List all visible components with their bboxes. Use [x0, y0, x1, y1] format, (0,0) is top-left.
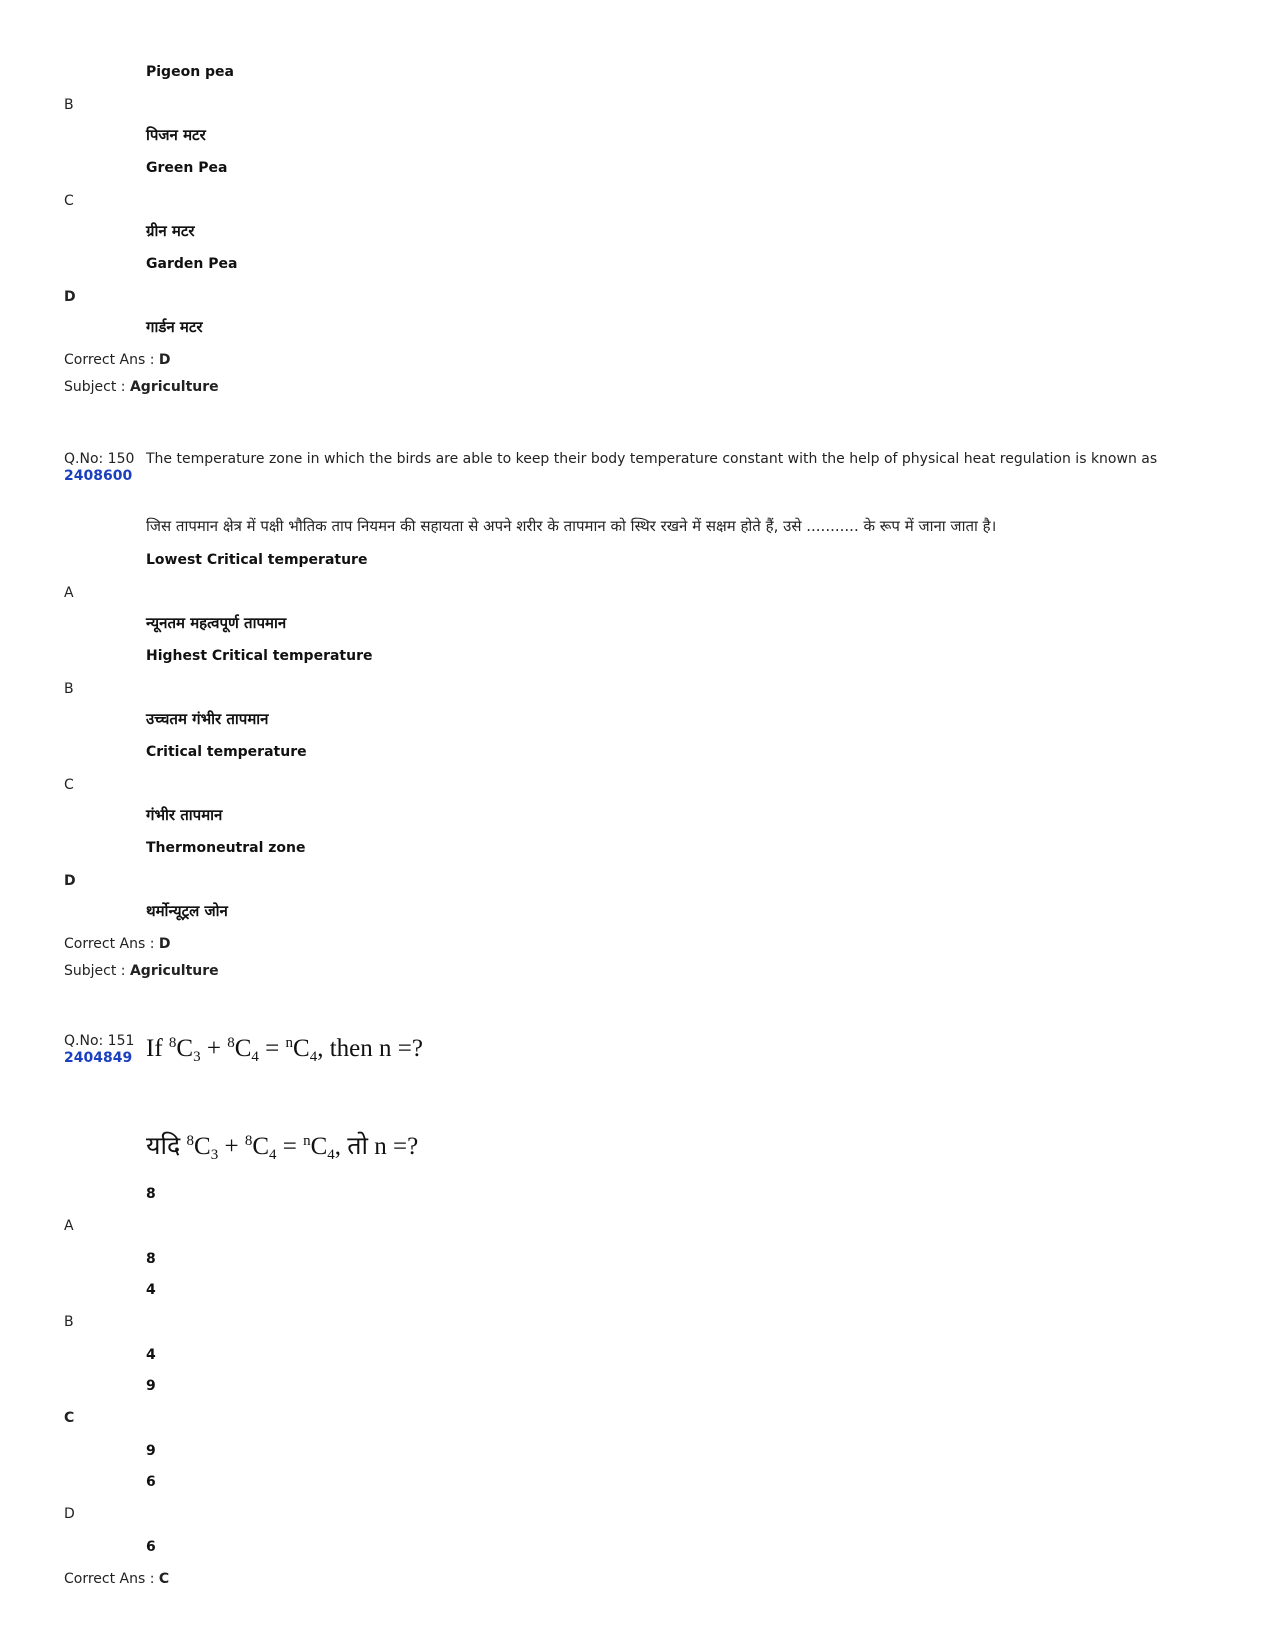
formula-sup: n — [285, 1035, 293, 1051]
formula-plus: + — [218, 1133, 245, 1160]
correct-answer-label: Correct Ans : — [64, 1571, 155, 1587]
formula-sub: 3 — [193, 1049, 201, 1065]
option-d-hindi: थर्मोन्यूट्रल जोन — [146, 902, 228, 920]
correct-answer-line — [64, 937, 171, 951]
option-letter-b: B — [64, 97, 74, 113]
formula-sub: 4 — [269, 1147, 277, 1163]
formula-sup: n — [303, 1133, 311, 1149]
option-b-hindi: पिजन मटर — [146, 126, 206, 144]
formula-sub: 4 — [327, 1147, 335, 1163]
option-d-english: 6 — [146, 1474, 156, 1490]
formula-base: C — [310, 1133, 328, 1160]
formula-base: C — [194, 1133, 211, 1160]
option-letter-b: B — [64, 1314, 74, 1330]
option-a-english: 8 — [146, 1186, 156, 1202]
option-letter-c: C — [64, 777, 74, 793]
option-letter-a: A — [64, 585, 74, 601]
option-d-hindi: 6 — [146, 1539, 156, 1555]
correct-answer-value: C — [158, 1571, 170, 1587]
subject-value: Agriculture — [129, 963, 219, 979]
option-b-english: Green Pea — [146, 160, 228, 176]
subject-line — [64, 380, 219, 394]
formula-equals: = — [258, 1035, 286, 1062]
correct-answer-value: D — [158, 352, 171, 368]
formula-hindi-word: तो — [347, 1133, 369, 1160]
option-c-hindi: 9 — [146, 1443, 156, 1459]
option-c-english: Pigeon pea — [146, 64, 234, 80]
correct-answer-label: Correct Ans : — [64, 936, 155, 952]
option-letter-d: D — [64, 289, 76, 305]
option-c-english: Garden Pea — [146, 256, 238, 272]
option-letter-d: D — [64, 873, 76, 889]
question-id: 2404849 — [64, 1050, 133, 1066]
question-number: Q.No: 151 — [64, 1033, 135, 1049]
option-letter-d: D — [64, 1506, 75, 1522]
formula-suffix: , then n =? — [317, 1035, 423, 1062]
formula-sub: 3 — [210, 1147, 219, 1163]
correct-answer-line — [64, 1572, 169, 1586]
question-text-hindi: जिस तापमान क्षेत्र में पक्षी भौतिक ताप नियमन की सहायता से अपने शरीर के तापमान को स्थिर रखने में सक्षम होते हैं, उसे ........... के रूप में जाना जाता है। — [146, 517, 997, 535]
option-letter-b: B — [64, 681, 74, 697]
formula-sup: 8 — [227, 1035, 235, 1051]
option-b-english: 4 — [146, 1282, 156, 1298]
question-number: Q.No: 150 — [64, 451, 135, 467]
formula-sup: 8 — [168, 1035, 177, 1051]
formula-base: C — [252, 1133, 269, 1160]
formula-equals: = — [276, 1133, 304, 1160]
option-c-hindi: गंभीर तापमान — [146, 806, 223, 824]
option-b-hindi: उच्चतम गंभीर तापमान — [146, 710, 269, 728]
option-b-english: Highest Critical temperature — [146, 648, 373, 664]
formula-sup: 8 — [186, 1133, 195, 1149]
option-a-hindi: न्यूनतम महत्वपूर्ण तापमान — [146, 614, 287, 632]
option-a-hindi: 8 — [146, 1251, 156, 1267]
correct-answer-value: D — [158, 936, 171, 952]
formula-plus: + — [200, 1035, 228, 1062]
option-a-english: Lowest Critical temperature — [146, 552, 368, 568]
formula-sub: 4 — [309, 1049, 318, 1065]
option-c-english: 9 — [146, 1378, 156, 1394]
subject-label: Subject : — [64, 379, 126, 395]
formula-sup: 8 — [244, 1133, 253, 1149]
option-c-hindi: ग्रीन मटर — [146, 222, 195, 240]
option-letter-c: C — [64, 1410, 75, 1426]
correct-answer-label: Correct Ans : — [64, 352, 155, 368]
option-d-hindi: गार्डन मटर — [146, 318, 203, 336]
correct-answer-line — [64, 353, 171, 367]
formula-prefix: यदि — [146, 1133, 187, 1160]
question-text-english: The temperature zone in which the birds are able to keep their body temperature constant with the help of physical heat regulation is known as — [146, 451, 1158, 467]
option-c-english: Critical temperature — [146, 744, 307, 760]
formula-suffix: n =? — [368, 1133, 419, 1160]
option-letter-a: A — [64, 1218, 74, 1234]
subject-value: Agriculture — [129, 379, 219, 395]
option-b-hindi: 4 — [146, 1347, 156, 1363]
question-formula-english — [146, 1036, 423, 1065]
subject-label: Subject : — [64, 963, 126, 979]
subject-line — [64, 964, 219, 978]
formula-base: C — [176, 1035, 194, 1062]
formula-base: C — [234, 1035, 252, 1062]
formula-sub: 4 — [251, 1049, 259, 1065]
formula-prefix: If — [146, 1035, 169, 1062]
question-formula-hindi: यदि $^8C_3 + ^8C_4 = ^nC_4$, तो n =? — [146, 1133, 419, 1163]
option-d-english: Thermoneutral zone — [146, 840, 306, 856]
formula-base: C — [293, 1035, 310, 1062]
question-id: 2408600 — [64, 468, 133, 484]
option-letter-c: C — [64, 193, 74, 209]
